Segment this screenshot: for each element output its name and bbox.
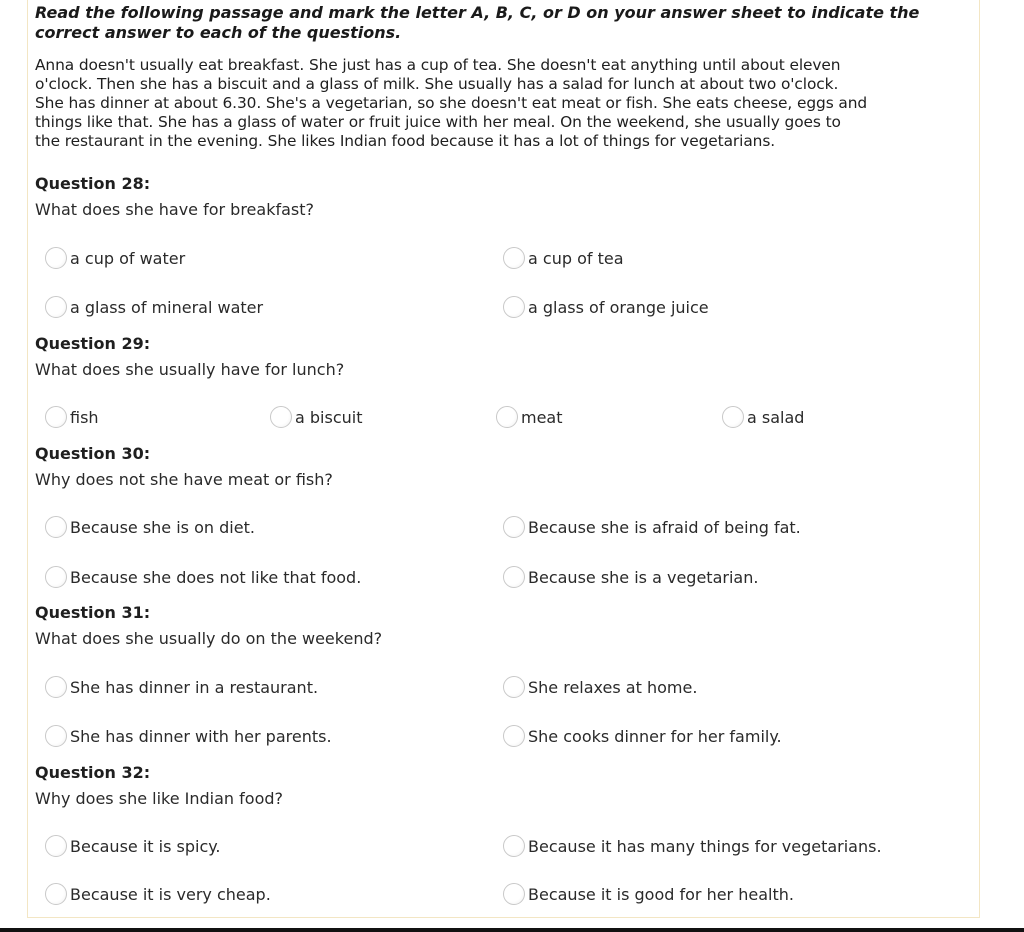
q28-option-d[interactable] — [503, 296, 709, 318]
q29-option-b[interactable] — [270, 406, 362, 428]
screen-bottom-edge — [0, 928, 1024, 932]
option-label: meat — [521, 407, 563, 427]
q32-option-a[interactable] — [45, 835, 221, 857]
option-label: a glass of mineral water — [70, 297, 264, 317]
radio-button[interactable] — [496, 406, 518, 428]
q32-option-c[interactable] — [45, 883, 271, 905]
q28-option-c[interactable] — [45, 296, 263, 318]
q29-option-c[interactable] — [496, 406, 563, 428]
option-label: Because she does not like that food. — [70, 567, 362, 587]
passage-line: things like that. She has a glass of water or fruit juice with her meal. On the weekend, she usually goes to — [35, 113, 841, 131]
passage-line: She has dinner at about 6.30. She's a vegetarian, so she doesn't eat meat or fish. She eats cheese, eggs and — [35, 94, 868, 112]
radio-button[interactable] — [722, 406, 744, 428]
q28-option-a[interactable] — [45, 247, 185, 269]
radio-button[interactable] — [503, 516, 525, 538]
radio-button[interactable] — [45, 883, 67, 905]
question-prompt: Why does not she have meat or fish? — [35, 470, 333, 489]
question-30 — [35, 443, 975, 491]
radio-button[interactable] — [503, 566, 525, 588]
q31-option-c[interactable] — [45, 725, 332, 747]
question-title: Question 32: — [35, 763, 151, 782]
option-label: a salad — [747, 407, 805, 427]
question-prompt: Why does she like Indian food? — [35, 789, 283, 808]
radio-button[interactable] — [45, 516, 67, 538]
q31-option-d[interactable] — [503, 725, 782, 747]
radio-button[interactable] — [503, 835, 525, 857]
option-label: a biscuit — [295, 407, 363, 427]
q32-option-d[interactable] — [503, 883, 794, 905]
question-29 — [35, 333, 975, 381]
option-label: Because it is good for her health. — [528, 884, 794, 904]
radio-button[interactable] — [503, 883, 525, 905]
q29-option-d[interactable] — [722, 406, 804, 428]
option-label: She cooks dinner for her family. — [528, 726, 782, 746]
question-title: Question 31: — [35, 603, 151, 622]
q28-option-b[interactable] — [503, 247, 624, 269]
question-title: Question 28: — [35, 174, 151, 193]
radio-button[interactable] — [45, 725, 67, 747]
option-label: Because it is very cheap. — [70, 884, 271, 904]
reading-passage — [35, 56, 980, 151]
q30-option-a[interactable] — [45, 516, 255, 538]
q30-option-d[interactable] — [503, 566, 758, 588]
radio-button[interactable] — [45, 247, 67, 269]
q31-option-b[interactable] — [503, 676, 697, 698]
passage-line: o'clock. Then she has a biscuit and a glass of milk. She usually has a salad for lunch at about two o'clock. — [35, 75, 839, 93]
question-32 — [35, 762, 975, 810]
radio-button[interactable] — [503, 296, 525, 318]
question-28 — [35, 173, 975, 221]
option-label: a glass of orange juice — [528, 297, 709, 317]
question-prompt: What does she have for breakfast? — [35, 200, 315, 219]
option-label: fish — [70, 407, 99, 427]
radio-button[interactable] — [45, 406, 67, 428]
option-label: Because she is a vegetarian. — [528, 567, 759, 587]
question-31 — [35, 602, 975, 650]
q30-option-b[interactable] — [503, 516, 801, 538]
question-prompt: What does she usually do on the weekend? — [35, 629, 383, 648]
option-label: Because she is afraid of being fat. — [528, 517, 801, 537]
instructions: Read the following passage and mark the letter A, B, C, or D on your answer sheet to indicate the correct answer to each of the questions. — [35, 3, 920, 42]
q30-option-c[interactable] — [45, 566, 361, 588]
option-label: She relaxes at home. — [528, 677, 698, 697]
radio-button[interactable] — [503, 676, 525, 698]
q31-option-a[interactable] — [45, 676, 318, 698]
option-label: She has dinner in a restaurant. — [70, 677, 319, 697]
option-label: She has dinner with her parents. — [70, 726, 332, 746]
radio-button[interactable] — [270, 406, 292, 428]
radio-button[interactable] — [45, 296, 67, 318]
radio-button[interactable] — [45, 566, 67, 588]
option-label: Because it has many things for vegetarians. — [528, 836, 882, 856]
passage-line: Anna doesn't usually eat breakfast. She just has a cup of tea. She doesn't eat anything until about eleven — [35, 56, 841, 74]
option-label: a cup of water — [70, 248, 186, 268]
option-label: Because she is on diet. — [70, 517, 255, 537]
radio-button[interactable] — [45, 835, 67, 857]
option-label: a cup of tea — [528, 248, 624, 268]
q32-option-b[interactable] — [503, 835, 882, 857]
radio-button[interactable] — [45, 676, 67, 698]
option-label: Because it is spicy. — [70, 836, 221, 856]
radio-button[interactable] — [503, 725, 525, 747]
question-title: Question 30: — [35, 444, 151, 463]
question-prompt: What does she usually have for lunch? — [35, 360, 345, 379]
q29-option-a[interactable] — [45, 406, 99, 428]
radio-button[interactable] — [503, 247, 525, 269]
passage-line: the restaurant in the evening. She likes Indian food because it has a lot of things for vegetarians. — [35, 132, 776, 150]
question-title: Question 29: — [35, 334, 151, 353]
